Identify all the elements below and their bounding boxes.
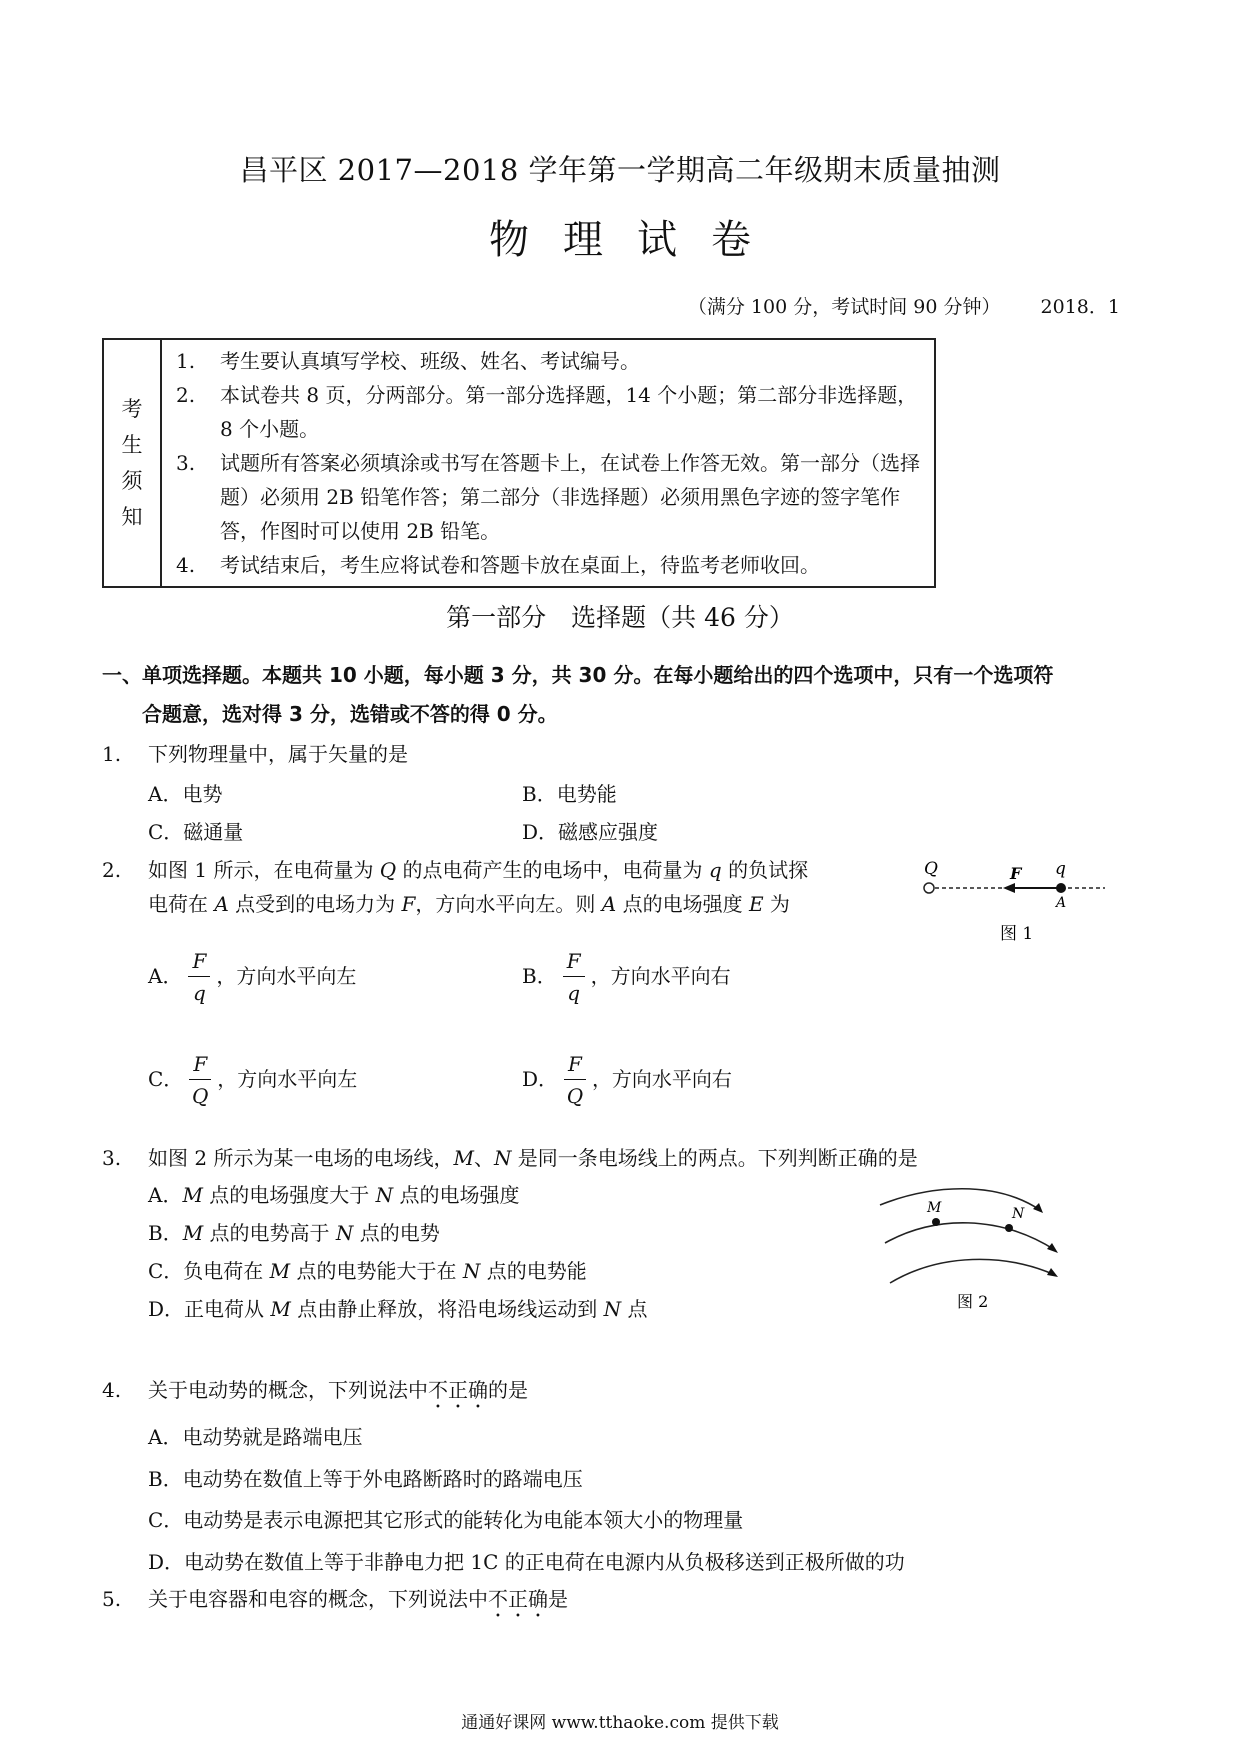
q2-text: 电荷在 — [148, 892, 215, 916]
q2-text: 的负试探 — [721, 858, 809, 882]
option-text: 点的电势高于 — [203, 1221, 336, 1245]
fig1-label-A: A — [1056, 895, 1067, 911]
option-letter: B． — [522, 964, 557, 988]
var-N: N — [603, 1297, 622, 1321]
notice-item — [172, 378, 924, 446]
q2-text: 的点电荷产生的电场中，电荷量为 — [396, 858, 709, 882]
field-arrowhead — [1047, 1243, 1058, 1253]
option-text: ，方向水平向左 — [216, 964, 357, 988]
notice-label-char: 生 — [121, 433, 143, 457]
notice-label-char: 知 — [121, 505, 143, 529]
field-line-bottom — [890, 1259, 1055, 1283]
q4-text: 关于电动势的概念，下列说法中 — [148, 1378, 428, 1402]
fraction-numerator: F — [189, 1049, 211, 1080]
notice-items — [161, 339, 935, 587]
option-text: D．正电荷从 — [148, 1297, 271, 1321]
q3-text: 如图 2 所示为某一电场的电场线， — [148, 1146, 454, 1170]
question-number: 3. — [102, 1146, 122, 1170]
var-N: N — [375, 1183, 394, 1207]
question-number: 5. — [102, 1587, 122, 1611]
q3-text: 是同一条电场线上的两点。下列判断正确的是 — [511, 1146, 918, 1170]
exam-duration-score: （满分 100 分，考试时间 90 分钟） — [687, 296, 1001, 318]
option-text: ，方向水平向左 — [217, 1067, 358, 1091]
var-A: A — [601, 892, 617, 916]
figure-1 — [915, 855, 1115, 945]
option-text: ，方向水平向右 — [590, 964, 731, 988]
emphasis-text: 不正确 — [428, 1378, 488, 1402]
option-text: ，方向水平向右 — [591, 1067, 732, 1091]
fraction — [564, 1049, 586, 1112]
option-text: 点的电场强度大于 — [202, 1183, 376, 1207]
notice-item-num: 1. — [176, 349, 196, 373]
var-N: N — [335, 1221, 354, 1245]
subject-title: 物理试卷 — [489, 217, 785, 263]
var-N: N — [493, 1146, 512, 1170]
question-3-stem — [102, 1141, 918, 1175]
exam-info — [688, 292, 1120, 319]
test-charge-dot — [1056, 883, 1066, 893]
notice-item-num: 2. — [176, 383, 196, 407]
fraction — [563, 946, 585, 1009]
q1-option-a: A．电势 — [148, 782, 223, 806]
notice-item-text: 试题所有答案必须填涂或书写在答题卡上，在试卷上作答无效。第一部分（选择题）必须用 2B 铅笔作答；第二部分（非选择题）必须用黑色字迹的签字笔作答，作图时可以使用 2B 铅笔。 — [220, 451, 920, 543]
var-M: M — [269, 1259, 291, 1283]
var-Q: Q — [379, 858, 397, 882]
section-one-line2: 合题意，选对得 3 分，选错或不答的得 0 分。 — [142, 702, 558, 726]
notice-item-text: 考生要认真填写学校、班级、姓名、考试编号。 — [220, 349, 640, 373]
q3-option-a — [148, 1178, 520, 1212]
option-text: 点的电势能大于在 — [290, 1259, 463, 1283]
exam-date: 2018．1 — [1040, 296, 1120, 318]
question-5-stem — [102, 1582, 568, 1622]
fraction-numerator: F — [564, 1049, 586, 1080]
q4-text: 的是 — [488, 1378, 528, 1402]
point-M — [932, 1218, 940, 1226]
question-number: 4. — [102, 1378, 122, 1402]
q2-text: 如图 1 所示，在电荷量为 — [148, 858, 380, 882]
fig2-label-M: M — [927, 1200, 942, 1216]
q1-option-c: C．磁通量 — [148, 820, 244, 844]
fraction-denominator: Q — [192, 1084, 209, 1108]
fig1-caption: 图 1 — [1000, 924, 1034, 944]
option-text: 点 — [621, 1297, 648, 1321]
force-arrowhead — [1003, 883, 1015, 893]
fig1-label-F: F — [1010, 864, 1022, 883]
q3-text: 、 — [473, 1146, 494, 1170]
q2-option-b — [522, 946, 731, 1009]
q2-text: 为 — [763, 892, 790, 916]
option-text: 点的电场强度 — [393, 1183, 520, 1207]
point-N — [1005, 1224, 1013, 1232]
q2-text: 点受到的电场力为 — [228, 892, 402, 916]
q5-text: 是 — [548, 1587, 568, 1611]
option-text: 点的电势 — [353, 1221, 440, 1245]
question-number: 1. — [102, 742, 122, 766]
question-4-stem — [102, 1373, 528, 1413]
fraction — [189, 1049, 211, 1112]
q4-option-d: D．电动势在数值上等于非静电力把 1C 的正电荷在电源内从负极移送到正极所做的功 — [148, 1550, 905, 1574]
var-M: M — [270, 1297, 291, 1321]
notice-label-char: 考 — [121, 397, 143, 421]
fig1-label-Q: Q — [924, 859, 938, 879]
fig2-label-N: N — [1012, 1206, 1025, 1222]
q3-option-c — [148, 1254, 587, 1288]
var-A: A — [214, 892, 229, 916]
notice-item-num: 3. — [176, 451, 196, 475]
q2-option-c — [148, 1049, 357, 1112]
source-charge-circle — [924, 883, 934, 893]
q4-option-b: B．电动势在数值上等于外电路断路时的路端电压 — [148, 1467, 583, 1491]
fraction-denominator: Q — [566, 1084, 584, 1108]
q4-option-a: A．电动势就是路端电压 — [148, 1425, 363, 1449]
fig1-label-q: q — [1055, 859, 1066, 879]
option-letter: A． — [148, 964, 183, 988]
field-arrowhead — [1047, 1268, 1058, 1277]
notice-label-char: 须 — [121, 469, 143, 493]
q2-option-d — [522, 1049, 732, 1112]
question-2-stem — [102, 853, 922, 921]
fig2-caption: 图 2 — [957, 1292, 989, 1311]
var-q: q — [708, 858, 722, 882]
notice-label — [103, 339, 161, 587]
option-text: C．负电荷在 — [148, 1259, 270, 1283]
option-text: 点由静止释放，将沿电场线运动到 — [290, 1297, 604, 1321]
question-2-line2 — [102, 887, 922, 921]
q1-option-d: D．磁感应强度 — [522, 820, 659, 844]
question-1-stem — [102, 737, 408, 771]
question-number: 2. — [102, 858, 122, 882]
q1-option-b: B．电势能 — [522, 782, 617, 806]
notice-item-num: 4. — [176, 553, 196, 577]
section-one-line1: 一、单项选择题。本题共 10 小题，每小题 3 分，共 30 分。在每小题给出的四个选项中，只有一个选项符 — [102, 663, 1054, 687]
notice-item — [172, 446, 924, 548]
figure-2 — [875, 1175, 1075, 1315]
exam-title: 昌平区 2017—2018 学年第一学期高二年级期末质量抽测 — [239, 153, 1001, 187]
notice-box — [102, 338, 936, 588]
q4-option-c: C．电动势是表示电源把其它形式的能转化为电能本领大小的物理量 — [148, 1508, 744, 1532]
fraction — [188, 946, 210, 1009]
fraction-denominator: q — [192, 981, 206, 1005]
var-N: N — [462, 1259, 481, 1283]
question-2-line1 — [102, 853, 922, 887]
var-M: M — [453, 1146, 474, 1170]
q3-option-b — [148, 1216, 440, 1250]
field-line-middle — [885, 1223, 1055, 1250]
var-E: E — [748, 892, 764, 916]
section-one-instructions — [102, 656, 1132, 734]
part-one-title: 第一部分 选择题（共 46 分） — [446, 603, 794, 632]
emphasis-text: 不正确 — [488, 1587, 548, 1611]
var-F: F — [401, 892, 416, 916]
q2-text: 点的电场强度 — [616, 892, 749, 916]
q3-option-d — [148, 1292, 647, 1326]
option-letter: D． — [522, 1067, 559, 1091]
fraction-numerator: F — [563, 946, 585, 977]
notice-item-text: 本试卷共 8 页，分两部分。第一部分选择题，14 个小题；第二部分非选择题，8 个小题。 — [220, 383, 918, 441]
q5-text: 关于电容器和电容的概念，下列说法中 — [148, 1587, 488, 1611]
notice-item — [172, 548, 924, 582]
notice-item — [172, 344, 924, 378]
fraction-numerator: F — [188, 946, 210, 977]
option-text: B． — [148, 1221, 183, 1245]
option-text: A． — [148, 1183, 183, 1207]
q2-text: ，方向水平向左。则 — [415, 892, 602, 916]
question-text: 下列物理量中，属于矢量的是 — [148, 742, 408, 766]
var-M: M — [182, 1221, 204, 1245]
field-arrowhead — [1033, 1203, 1043, 1213]
option-letter: C． — [148, 1067, 184, 1091]
q2-option-a — [148, 946, 356, 1009]
var-M: M — [182, 1183, 203, 1207]
fraction-denominator: q — [567, 981, 581, 1005]
notice-item-text: 考试结束后，考生应将试卷和答题卡放在桌面上，待监考老师收回。 — [220, 553, 820, 577]
page-footer: 通通好课网 www.tthaoke.com 提供下载 — [461, 1713, 779, 1733]
option-text: 点的电势能 — [480, 1259, 587, 1283]
